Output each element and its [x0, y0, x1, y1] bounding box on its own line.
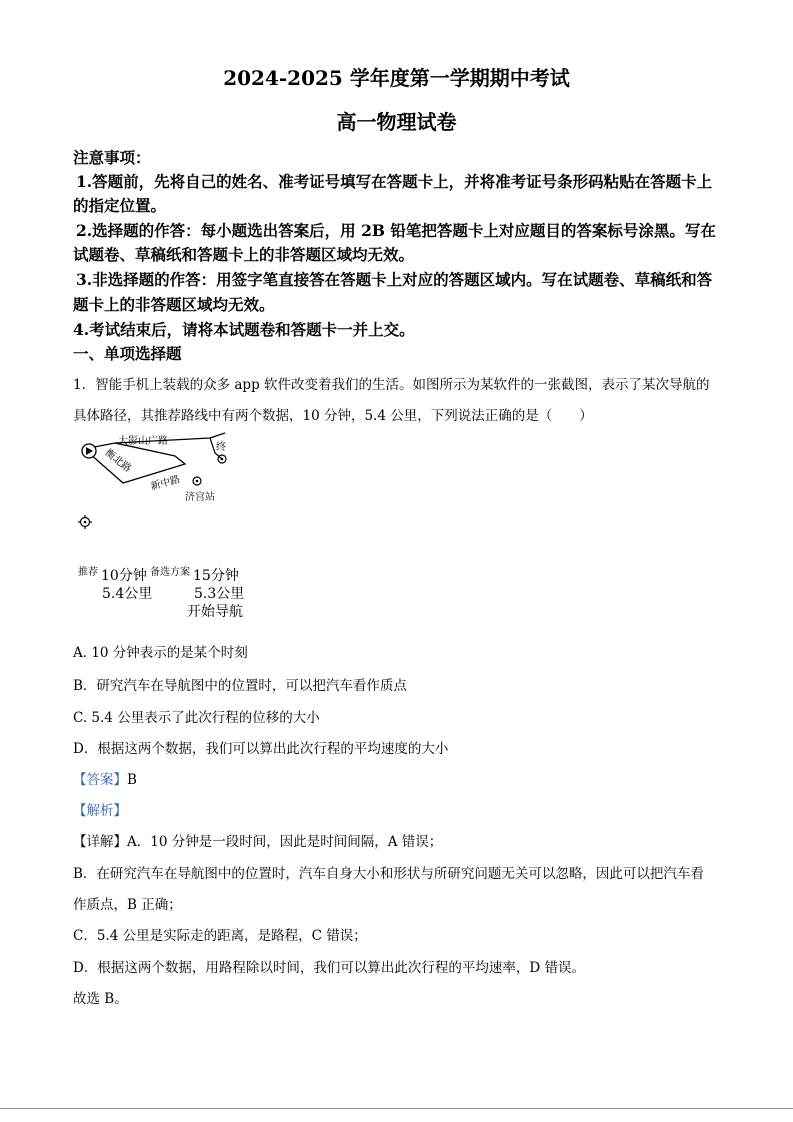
- analysis-line: 作质点，B 正确；: [73, 897, 182, 913]
- analysis-line: D．根据这两个数据，用路程除以时间，我们可以算出此次行程的平均速率，D 错误。: [73, 960, 585, 976]
- start-navigation: 开始导航: [187, 604, 243, 620]
- notes-line: 题卡上的非答题区域均无效。: [73, 295, 275, 314]
- analysis-line: B．在研究汽车在导航图中的位置时，汽车自身大小和形状与所研究问题无关可以忽略，因此可以把汽车看: [73, 866, 704, 882]
- recommend-distance: 5.4公里: [102, 586, 153, 602]
- option-c: C. 5.4 公里表示了此次行程的位移的大小: [73, 710, 320, 726]
- page-bottom-divider: [0, 1108, 793, 1109]
- option-a: A. 10 分钟表示的是某个时刻: [73, 645, 248, 661]
- recommend-time: 10分钟: [101, 568, 147, 584]
- alt-distance: 5.3公里: [194, 586, 245, 602]
- locate-icon: [77, 514, 93, 530]
- option-b: B．研究汽车在导航图中的位置时，可以把汽车看作质点: [73, 678, 407, 694]
- alt-tag: 备选方案: [150, 567, 190, 578]
- exam-title: 2024-2025 学年度第一学期期中考试: [223, 66, 570, 90]
- alt-time: 15分钟: [193, 568, 239, 584]
- notes-heading: 注意事项：: [73, 148, 151, 167]
- answer-value: B: [127, 772, 137, 788]
- map-road-label: 新中路: [149, 474, 182, 493]
- notes-line: 试题卷、草稿纸和答题卡上的非答题区域均无效。: [73, 245, 415, 264]
- notes-line: 2.选择题的作答：每小题选出答案后，用 2B 铅笔把答题卡上对应题目的答案标号涂黑。写在: [76, 221, 716, 240]
- analysis-line: C．5.4 公里是实际走的距离，是路程，C 错误；: [73, 928, 367, 944]
- map-end-label: 终: [216, 442, 226, 453]
- answer-label: 【答案】: [73, 772, 127, 788]
- recommend-tag: 推荐: [78, 567, 98, 578]
- notes-line: 3.非选择题的作答：用签字笔直接答在答题卡上对应的答题区域内。写在试题卷、草稿纸和答: [76, 270, 713, 289]
- analysis-label: 【解析】: [73, 803, 127, 819]
- question-stem-line: 1．智能手机上装载的众多 app 软件改变着我们的生活。如图所示为某软件的一张截图，表示了某次导航的: [73, 377, 710, 393]
- section-heading: 一、单项选择题: [73, 344, 182, 363]
- map-station-label: 济宫站: [185, 492, 215, 503]
- map-road-label: 大影山广路: [118, 436, 168, 447]
- analysis-line: 【详解】A．10 分钟是一段时间，因此是时间间隔，A 错误；: [73, 834, 443, 850]
- notes-line: 4.考试结束后，请将本试题卷和答题卡一并上交。: [73, 320, 415, 339]
- notes-line: 1.答题前，先将自己的姓名、准考证号填写在答题卡上，并将准考证号条形码粘贴在答题卡上: [76, 172, 713, 191]
- analysis-line: 故选 B。: [73, 991, 128, 1007]
- answer-line: [73, 768, 137, 788]
- notes-line: 的指定位置。: [73, 196, 167, 215]
- exam-subtitle: 高一物理试卷: [336, 110, 457, 134]
- question-stem-line: 具体路径，其推荐路线中有两个数据，10 分钟，5.4 公里，下列说法正确的是（ ）: [73, 408, 593, 424]
- option-d: D．根据这两个数据，我们可以算出此次行程的平均速度的大小: [73, 741, 449, 757]
- map-road-label: 衡北路: [102, 447, 133, 475]
